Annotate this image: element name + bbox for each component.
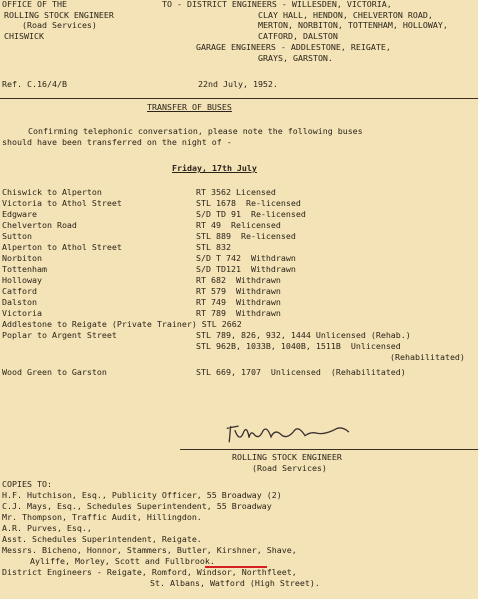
letter-date: 22nd July, 1952.	[198, 79, 278, 89]
transfer-route: Holloway	[2, 275, 42, 285]
transfer-bus: S/D TD 91 Re-licensed	[196, 209, 306, 219]
transfer-bus: STL 789, 826, 932, 1444 Unlicensed (Rehab.)	[196, 330, 411, 340]
transfer-bus: RT 682 Withdrawn	[196, 275, 281, 285]
transfer-route: Chelverton Road	[2, 220, 77, 230]
transfer-bus: STL 1678 Re-licensed	[196, 198, 301, 208]
signature-divider	[180, 449, 478, 450]
recipients-line: MERTON, NORBITON, TOTTENHAM, HOLLOWAY,	[258, 20, 448, 30]
office-line: CHISWICK	[4, 31, 44, 41]
copies-line: Asst. Schedules Superintendent, Reigate.	[2, 534, 202, 544]
transfer-bus: STL 832	[196, 242, 231, 252]
transfer-bus: STL 669, 1707 Unlicensed (Rehabilitated)	[196, 367, 406, 377]
transfer-route: Chiswick to Alperton	[2, 187, 102, 197]
transfer-route: Tottenham	[2, 264, 47, 274]
transfer-route: Victoria	[2, 308, 42, 318]
intro-line: should have been transferred on the night of -	[2, 137, 232, 147]
divider	[0, 98, 478, 99]
transfer-route: Poplar to Argent Street	[2, 330, 117, 340]
office-line: (Road Services)	[22, 20, 97, 30]
office-line: ROLLING STOCK ENGINEER	[4, 10, 114, 20]
office-line: OFFICE OF THE	[2, 0, 67, 9]
transfer-route: Dalston	[2, 297, 37, 307]
transfer-bus: S/D TD121 Withdrawn	[196, 264, 296, 274]
reference: Ref. C.16/4/B	[2, 79, 67, 89]
recipients-line: TO - DISTRICT ENGINEERS - WILLESDEN, VICTORIA,	[162, 0, 392, 9]
transfer-bus: RT 749 Withdrawn	[196, 297, 281, 307]
transfer-bus: RT 49 Relicensed	[196, 220, 281, 230]
transfer-line: Addlestone to Reigate (Private Trainer) STL 2662	[2, 319, 242, 329]
recipients-line: CLAY HALL, HENDON, CHELVERTON ROAD,	[258, 10, 433, 20]
copies-line: H.F. Hutchison, Esq., Publicity Officer, 55 Broadway (2)	[2, 490, 282, 500]
transfer-bus: RT 579 Withdrawn	[196, 286, 281, 296]
copies-line: Ayliffe, Morley, Scott and Fullbrook.	[30, 556, 215, 566]
copies-line: A.R. Purves, Esq.,	[2, 523, 92, 533]
transfer-bus: S/D T 742 Withdrawn	[196, 253, 296, 263]
transfer-route: Victoria to Athol Street	[2, 198, 122, 208]
transfer-route: Norbiton	[2, 253, 42, 263]
recipients-line: GRAYS, GARSTON.	[258, 53, 333, 63]
copies-line: Mr. Thompson, Traffic Audit, Hillingdon.	[2, 512, 202, 522]
transfer-bus: STL 889 Re-licensed	[196, 231, 296, 241]
copies-heading: COPIES TO:	[2, 479, 52, 489]
copies-line: C.J. Mays, Esq., Schedules Superintendent, 55 Broadway	[2, 501, 272, 511]
transfer-note: (Rehabilitated)	[390, 352, 465, 362]
page-title: TRANSFER OF BUSES	[147, 102, 232, 112]
recipients-line: GARAGE ENGINEERS - ADDLESTONE, REIGATE,	[196, 42, 391, 52]
recipients-line: CATFORD, DALSTON	[258, 31, 338, 41]
transfer-route: Wood Green to Garston	[2, 367, 107, 377]
date-heading: Friday, 17th July	[172, 163, 257, 173]
copies-line: St. Albans, Watford (High Street).	[150, 578, 320, 588]
transfer-bus: RT 3562 Licensed	[196, 187, 276, 197]
intro-line: Confirming telephonic conversation, please note the following buses	[28, 126, 363, 136]
copies-line: Messrs. Bicheno, Honnor, Stammers, Butler, Kirshner, Shave,	[2, 545, 297, 555]
transfer-bus: RT 789 Withdrawn	[196, 308, 281, 318]
copies-line: District Engineers - Reigate, Romford, Windsor, Northfleet,	[2, 567, 297, 577]
transfer-route: Catford	[2, 286, 37, 296]
transfer-bus: STL 962B, 1033B, 1040B, 1511B Unlicensed	[196, 341, 401, 351]
sign-subtitle: (Road Services)	[252, 463, 327, 473]
transfer-route: Edgware	[2, 209, 37, 219]
sign-title: ROLLING STOCK ENGINEER	[232, 452, 342, 462]
transfer-route: Alperton to Athol Street	[2, 242, 122, 252]
transfer-route: Sutton	[2, 231, 32, 241]
signature-scrawl	[224, 416, 365, 451]
